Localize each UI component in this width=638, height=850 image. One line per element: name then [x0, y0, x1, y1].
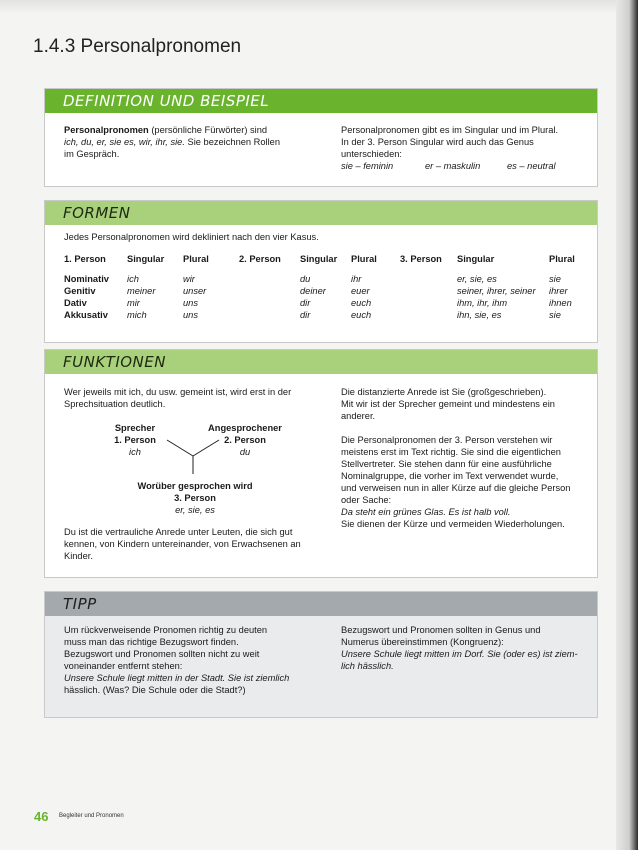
- header-singular-3: Singular: [457, 254, 495, 264]
- cell-nom-p2: ihr: [351, 274, 362, 284]
- cell-dat-s3: ihm, ihr, ihm: [457, 298, 508, 308]
- page-top-shadow: [0, 0, 638, 14]
- case-dativ: Dativ: [64, 298, 87, 308]
- tipp-right-line3: Unsere Schule liegt mitten im Dorf. Sie (oder es) ist ziem-: [341, 649, 578, 659]
- funktionen-right-para1: Die Personalpronomen der 3. Person verstehen wir: [341, 435, 553, 445]
- cell-akk-s3: ihn, sie, es: [457, 310, 502, 320]
- tipp-left-line3: Bezugswort und Pronomen sollten nicht zu weit: [64, 649, 260, 659]
- cell-akk-p2: euch: [351, 310, 372, 320]
- tipp-right-line4: lich hässlich.: [341, 661, 394, 671]
- diagram-angesprochener: Angesprochener: [208, 423, 282, 433]
- diagram-angesprochener-person: 2. Person: [224, 435, 266, 445]
- funktionen-example: Da steht ein grünes Glas. Es ist halb voll.: [341, 507, 511, 517]
- case-nominativ: Nominativ: [64, 274, 109, 284]
- tipp-right-line1: Bezugswort und Pronomen sollten in Genus und: [341, 625, 541, 635]
- header-plural-1: Plural: [183, 254, 209, 264]
- header-singular-2: Singular: [300, 254, 338, 264]
- funktionen-right-line1: Die distanzierte Anrede ist Sie (großgeschrieben).: [341, 387, 547, 397]
- page-edge-shadow: [616, 0, 638, 850]
- tipp-left-line2: muss man das richtige Bezugswort finden.: [64, 637, 239, 647]
- definition-left-line3: im Gespräch.: [64, 149, 120, 159]
- formen-box: [44, 200, 598, 343]
- cell-gen-s3: seiner, ihrer, seiner: [457, 286, 536, 296]
- funktionen-header: FUNKTIONEN: [45, 350, 597, 374]
- tipp-left-line6: hässlich. (Was? Die Schule oder die Stadt?): [64, 685, 246, 695]
- cell-gen-p2: euer: [351, 286, 370, 296]
- tipp-right-line2: Numerus übereinstimmen (Kongruenz):: [341, 637, 504, 647]
- cell-akk-p1: uns: [183, 310, 198, 320]
- diagram-connector-lines: [155, 438, 235, 478]
- cell-nom-s1: ich: [127, 274, 139, 284]
- cell-dat-s2: dir: [300, 298, 311, 308]
- funktionen-box: [44, 349, 598, 578]
- case-akkusativ: Akkusativ: [64, 310, 108, 320]
- funktionen-right-line2: Mit wir ist der Sprecher gemeint und mindestens ein: [341, 399, 555, 409]
- chapter-name: Begleiter und Pronomen: [59, 813, 124, 819]
- diagram-woruber: Worüber gesprochen wird: [137, 481, 253, 491]
- cell-akk-p3: sie: [549, 310, 561, 320]
- header-plural-2: Plural: [351, 254, 377, 264]
- header-2-person: 2. Person: [239, 254, 281, 264]
- cell-nom-s2: du: [300, 274, 311, 284]
- tipp-left-line4: voneinander entfernt stehen:: [64, 661, 183, 671]
- funktionen-left-line1: Wer jeweils mit ich, du usw. gemeint ist, wird erst in der: [64, 387, 292, 397]
- cell-gen-p1: unser: [183, 286, 207, 296]
- header-1-person: 1. Person: [64, 254, 106, 264]
- tipp-header: TIPP: [45, 592, 597, 616]
- funktionen-right-para3: Stellvertreter. Sie stehen dann für eine ausführliche: [341, 459, 552, 469]
- funktionen-right-end: Sie dienen der Kürze und vermeiden Wiederholungen.: [341, 519, 565, 529]
- cell-akk-s2: dir: [300, 310, 311, 320]
- cell-gen-p3: ihrer: [549, 286, 568, 296]
- funktionen-left-line2: Sprechsituation deutlich.: [64, 399, 166, 409]
- tipp-box: [44, 591, 598, 718]
- definition-right-line1: Personalpronomen gibt es im Singular und im Plural.: [341, 125, 559, 135]
- definition-box: [44, 88, 598, 187]
- header-3-person: 3. Person: [400, 254, 442, 264]
- cell-nom-p3: sie: [549, 274, 561, 284]
- funktionen-du-line2: kennen, von Kindern untereinander, von Erwachsenen an: [64, 539, 301, 549]
- cell-nom-p1: wir: [183, 274, 195, 284]
- diagram-sprecher-person: 1. Person: [114, 435, 156, 445]
- diagram-sprecher: Sprecher: [114, 423, 156, 433]
- cell-nom-s3: er, sie, es: [457, 274, 497, 284]
- gender-feminin: sie – feminin: [341, 161, 394, 171]
- tipp-left-line5: Unsere Schule liegt mitten in der Stadt. Sie ist ziemlich: [64, 673, 290, 683]
- case-genitiv: Genitiv: [64, 286, 96, 296]
- funktionen-right-para2: meistens erst im Text richtig. Sie sind die eigentlichen: [341, 447, 561, 457]
- definition-left-line1: Personalpronomen (persönliche Fürwörter) sind: [64, 125, 268, 135]
- header-plural-3: Plural: [549, 254, 575, 264]
- definition-header: DEFINITION UND BEISPIEL: [45, 89, 597, 113]
- cell-dat-s1: mir: [127, 298, 140, 308]
- formen-header: FORMEN: [45, 201, 597, 225]
- cell-dat-p3: ihnen: [549, 298, 572, 308]
- definition-right-line2: In der 3. Person Singular wird auch das Genus: [341, 137, 534, 147]
- diagram-woruber-person: 3. Person: [174, 493, 216, 503]
- definition-left-line2: ich, du, er, sie es, wir, ihr, sie. Sie bezeichnen Rollen: [64, 137, 281, 147]
- cell-dat-p1: uns: [183, 298, 198, 308]
- diagram-woruber-pronoun: er, sie, es: [175, 505, 215, 515]
- header-singular-1: Singular: [127, 254, 165, 264]
- gender-maskulin: er – maskulin: [425, 161, 481, 171]
- funktionen-du-line3: Kinder.: [64, 551, 93, 561]
- cell-gen-s2: deiner: [300, 286, 326, 296]
- funktionen-right-para5: und verweisen nun in aller Kürze auf die gleiche Person: [341, 483, 571, 493]
- cell-dat-p2: euch: [351, 298, 372, 308]
- funktionen-right-line3: anderer.: [341, 411, 376, 421]
- section-title: 1.4.3 Personalpronomen: [33, 36, 242, 57]
- diagram-sprecher-pronoun: ich: [129, 447, 141, 457]
- gender-neutral: es – neutral: [507, 161, 556, 171]
- formen-intro: Jedes Personalpronomen wird dekliniert nach den vier Kasus.: [64, 232, 319, 242]
- definition-right-line3: unterschieden:: [341, 149, 402, 159]
- funktionen-du-line1: Du ist die vertrauliche Anrede unter Leuten, die sich gut: [64, 527, 293, 537]
- funktionen-right-para6: oder Sache:: [341, 495, 392, 505]
- funktionen-right-para4: Nominalgruppe, die vorher im Text verwendet wurde,: [341, 471, 559, 481]
- diagram-angesprochener-pronoun: du: [239, 447, 251, 457]
- cell-gen-s1: meiner: [127, 286, 156, 296]
- tipp-left-line1: Um rückverweisende Pronomen richtig zu deuten: [64, 625, 268, 635]
- cell-akk-s1: mich: [127, 310, 147, 320]
- page-number: 46: [34, 809, 49, 824]
